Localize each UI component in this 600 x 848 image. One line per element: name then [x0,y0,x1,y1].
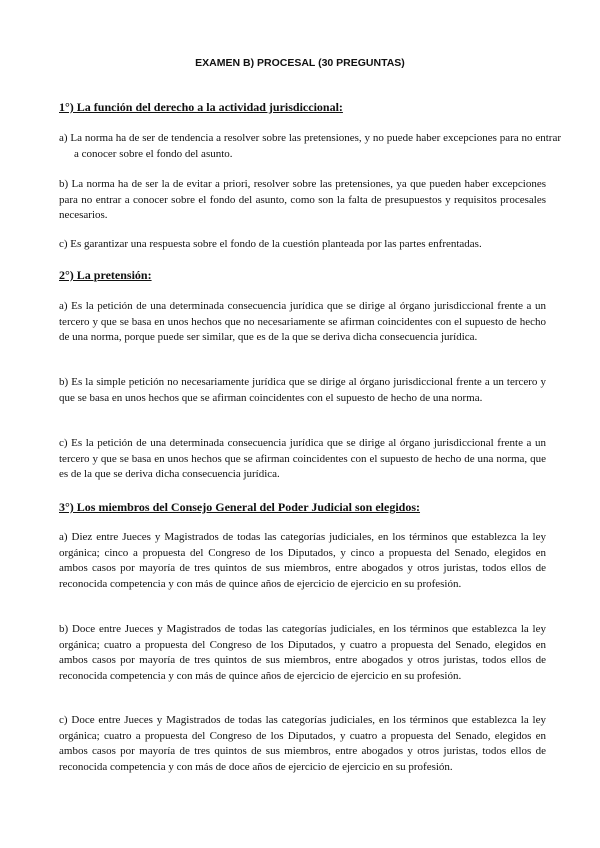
question-3-option-a: a) Diez entre Jueces y Magistrados de todas las categorías judiciales, en los términos que establezca la ley orgánica; cinco a propuesta del Congreso de los Diputados, y cinco a propuesta del Senado, elegidos en ambos casos por mayoría de tres quintos de sus miembros, entre abogados y otros juristas, todos ellos de reconocida competencia y con más de quince años de ejercicio de ejercicio en su profesión. [59,531,546,590]
question-3-option-b: b) Doce entre Jueces y Magistrados de todas las categorías judiciales, en los términos que establezca la ley orgánica; cuatro a propuesta del Congreso de los Diputados, y cuatro a propuesta del Senado, elegidos en ambos casos por mayoría de tres quintos de sus miembros, entre abogados y otros juristas, todos ellos de reconocida competencia y con más de quince años de ejercicio de ejercicio en su profesión. [59,623,546,682]
question-2-option-b: b) Es la simple petición no necesariamente jurídica que se dirige al órgano jurisdiccional frente a un tercero y que se basa en unos hechos que se afirman coincidentes con el supuesto de hecho de una norma. [59,376,546,404]
question-3-option-c: c) Doce entre Jueces y Magistrados de todas las categorías judiciales, en los términos que establezca la ley orgánica; cuatro a propuesta del Congreso de los Diputados, y cuatro a propuesta del Senado, elegidos en ambos casos por mayoría de tres quintos de sus miembros, entre abogados y otros juristas, todos ellos de reconocida competencia y con más de doce años de ejercicio de ejercicio en su profesión. [59,714,546,773]
question-1-option-a: a) La norma ha de ser de tendencia a resolver sobre las pretensiones, y no puede haber excepciones para no entrar a conocer sobre el fondo del asunto. [59,132,561,160]
question-1-option-c: c) Es garantizar una respuesta sobre el fondo de la cuestión planteada por las partes enfrentadas. [59,238,482,250]
question-2-heading: 2°) La pretensión: [59,268,152,282]
question-2-option-a: a) Es la petición de una determinada consecuencia jurídica que se dirige al órgano jurisdiccional frente a un tercero y que se basa en unos hechos que no necesariamente se afirman coincidentes con el supuesto de hecho de una norma, porque puede ser similar, que es de la que se deriva dicha consecuencia jurídica. [59,300,546,343]
question-2-option-c: c) Es la petición de una determinada consecuencia jurídica que se dirige al órgano jurisdiccional frente a un tercero y que se basa en unos hechos que se afirman coincidentes con el supuesto de hecho de una norma, que es de la que se deriva dicha consecuencia jurídica. [59,437,546,480]
question-3-heading: 3°) Los miembros del Consejo General del Poder Judicial son elegidos: [59,500,421,514]
exam-title: EXAMEN B) PROCESAL (30 PREGUNTAS) [195,57,405,69]
question-1-option-b: b) La norma ha de ser la de evitar a priori, resolver sobre las pretensiones, ya que pueden haber excepciones para no entrar a conocer sobre el fondo del asunto, como son la falta de presupuestos y requisitos procesales necesarios. [59,178,546,221]
question-1-heading: 1°) La función del derecho a la actividad jurisdiccional: [59,100,343,114]
